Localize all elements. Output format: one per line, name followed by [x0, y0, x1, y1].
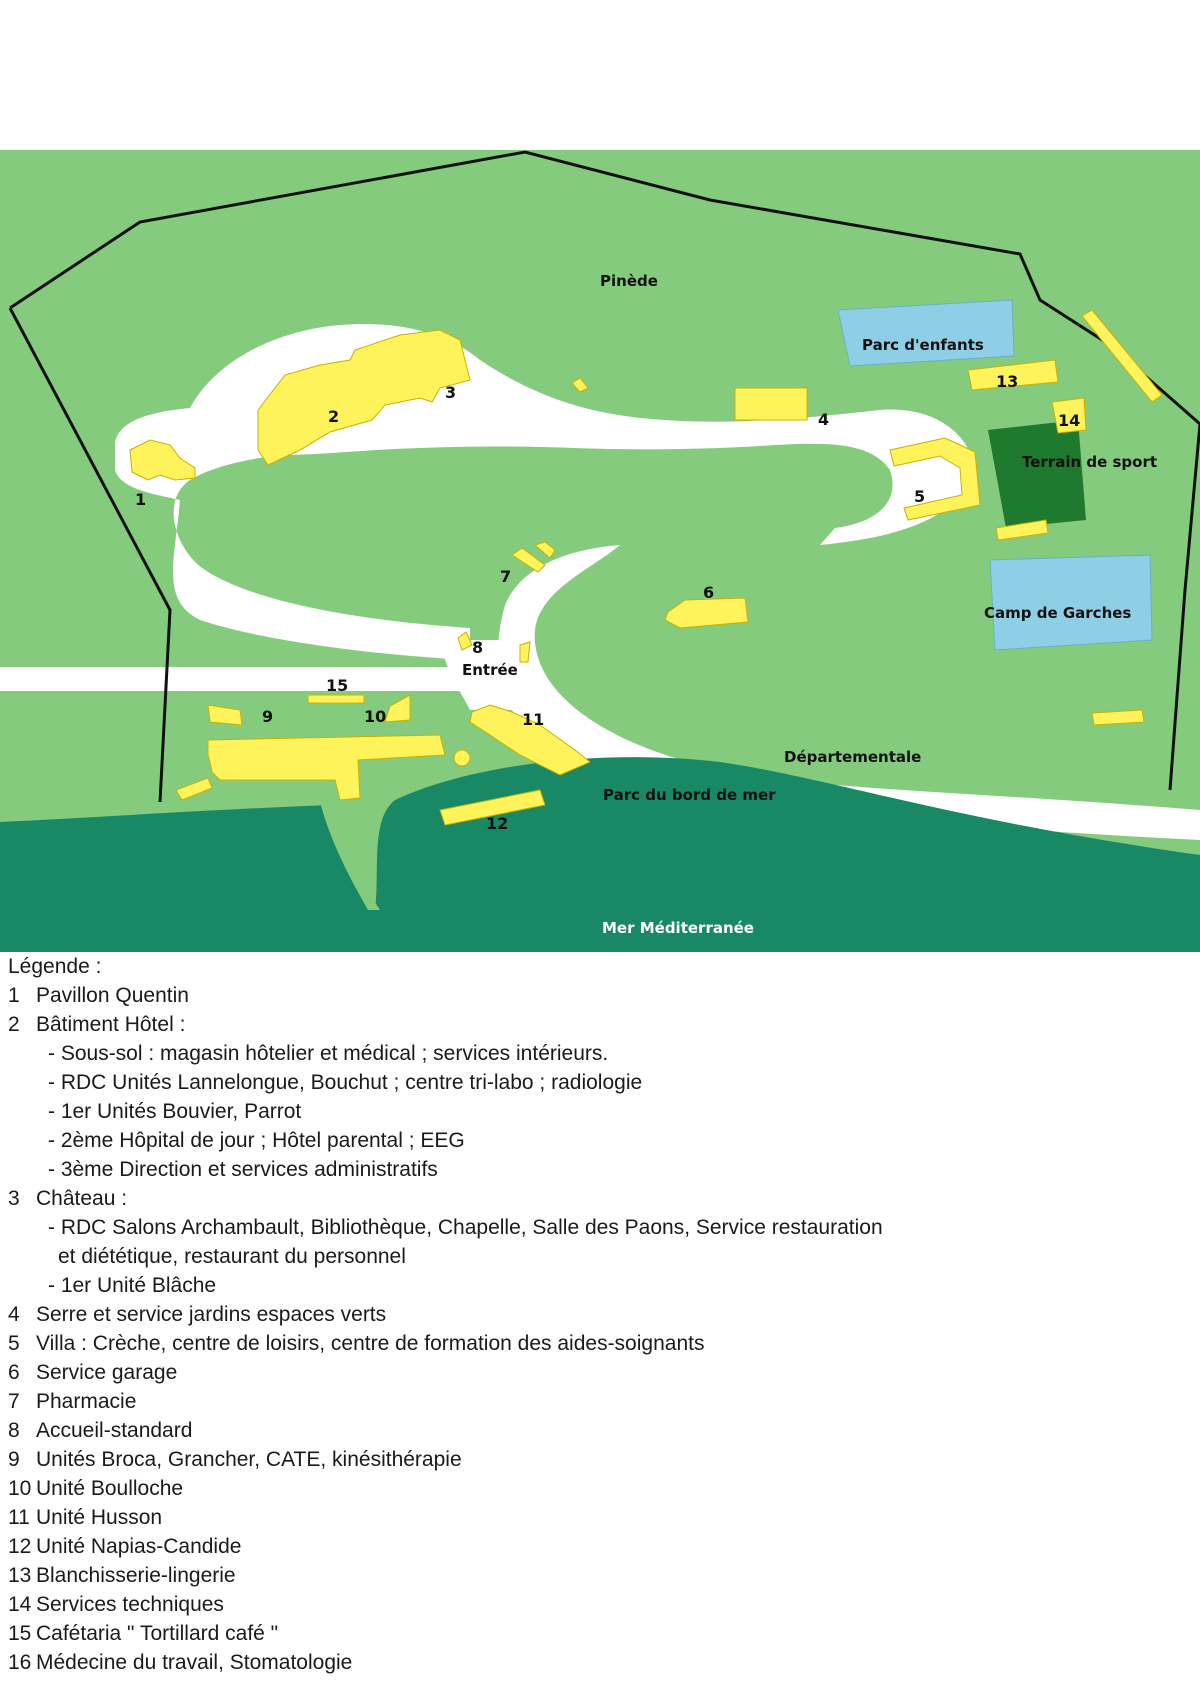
map-number-11: 11 — [522, 710, 545, 729]
legend-item-7: 7 Pharmacie — [8, 1390, 137, 1413]
legend-item-3: 3 Château : — [8, 1187, 128, 1210]
map-number-1: 1 — [135, 490, 147, 509]
map-number-15: 15 — [326, 676, 349, 695]
map-number-10: 10 — [364, 707, 387, 726]
legend-title: Légende : — [8, 955, 102, 978]
map-number-13: 13 — [996, 372, 1019, 391]
label-parc-enfants: Parc d'enfants — [862, 336, 984, 354]
map-number-4: 4 — [818, 410, 830, 429]
legend-item-16: 16 Médecine du travail, Stomatologie — [8, 1651, 353, 1674]
camp-garches-area — [990, 555, 1152, 650]
label-entree: Entrée — [462, 661, 518, 679]
legend-item-5: 5 Villa : Crèche, centre de loisirs, centre de formation des aides-soignants — [8, 1332, 705, 1355]
legend-sub-2-3: - 1er Unités Bouvier, Parrot — [48, 1100, 302, 1123]
parc-enfants-area — [838, 300, 1014, 366]
legend-sub-2-5: - 3ème Direction et services administratifs — [48, 1158, 438, 1181]
legend-sub-3-2: et diététique, restaurant du personnel — [58, 1245, 406, 1268]
legend-item-6: 6 Service garage — [8, 1361, 178, 1384]
site-map — [0, 150, 1200, 952]
label-terrain-sport: Terrain de sport — [1022, 453, 1158, 471]
legend-sub-2-2: - RDC Unités Lannelongue, Bouchut ; centre tri-labo ; radiologie — [48, 1071, 643, 1094]
map-number-7: 7 — [500, 567, 512, 586]
legend-sub-2-4: - 2ème Hôpital de jour ; Hôtel parental ; EEG — [48, 1129, 465, 1152]
legend-item-11: 11 Unité Husson — [8, 1506, 163, 1529]
label-departementale: Départementale — [784, 748, 922, 766]
legend-item-2: 2 Bâtiment Hôtel : — [8, 1013, 186, 1036]
legend-item-12: 12 Unité Napias-Candide — [8, 1535, 242, 1558]
legend-item-13: 13 Blanchisserie-lingerie — [8, 1564, 236, 1587]
legend-sub-3-3: - 1er Unité Blâche — [48, 1274, 217, 1297]
building-15 — [308, 695, 364, 703]
legend-item-4: 4 Serre et service jardins espaces verts — [8, 1303, 387, 1326]
label-camp-garches: Camp de Garches — [984, 604, 1132, 622]
legend — [8, 952, 1188, 1677]
map-number-6: 6 — [703, 583, 715, 602]
legend-sub-3-1: - RDC Salons Archambault, Bibliothèque, Chapelle, Salle des Paons, Service restauration — [48, 1216, 883, 1239]
label-mer: Mer Méditerranée — [602, 919, 754, 937]
legend-item-15: 15 Cafétaria " Tortillard café " — [8, 1622, 279, 1645]
legend-item-14: 14 Services techniques — [8, 1593, 224, 1616]
map-number-3: 3 — [445, 383, 457, 402]
map-number-5: 5 — [914, 487, 926, 506]
site-map-svg — [0, 150, 1200, 952]
map-number-9: 9 — [262, 707, 274, 726]
legend-sub-2-1: - Sous-sol : magasin hôtelier et médical ; services intérieurs. — [48, 1042, 609, 1065]
label-pinede: Pinède — [600, 272, 658, 290]
map-number-14: 14 — [1058, 411, 1081, 430]
map-number-12: 12 — [486, 814, 509, 833]
legend-item-9: 9 Unités Broca, Grancher, CATE, kinésithérapie — [8, 1448, 462, 1471]
map-number-8: 8 — [472, 638, 484, 657]
building-4 — [735, 388, 807, 420]
label-parc-bord-mer: Parc du bord de mer — [603, 786, 776, 804]
legend-item-8: 8 Accueil-standard — [8, 1419, 193, 1442]
map-number-2: 2 — [328, 407, 340, 426]
legend-item-10: 10 Unité Boulloche — [8, 1477, 184, 1500]
legend-item-1: 1 Pavillon Quentin — [8, 984, 189, 1007]
